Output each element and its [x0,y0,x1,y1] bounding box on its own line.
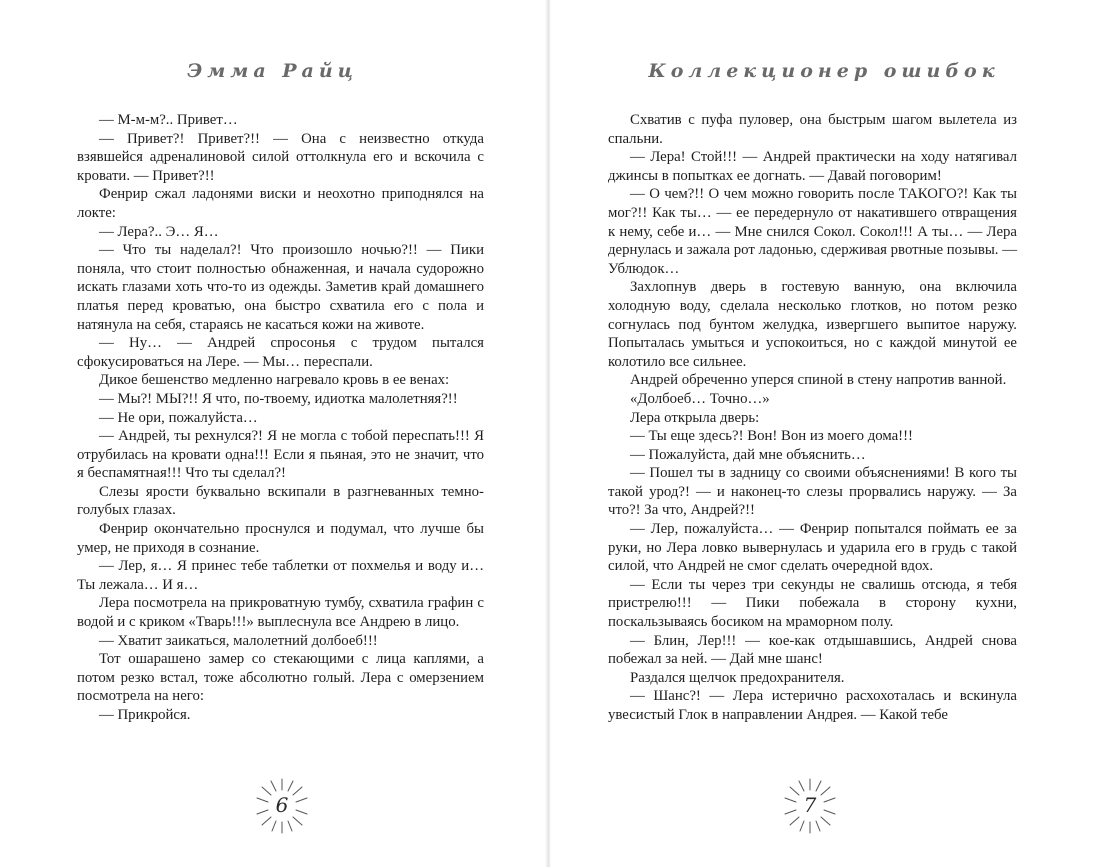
paragraph: — Пожалуйста, дай мне объяснить… [630,446,866,463]
paragraph: «Долбоеб… Точно…» [630,390,770,407]
paragraph: — Прикройся. [99,707,191,723]
page-number-ornament [252,776,312,836]
paragraph: Тот ошарашено замер со стекающими с лица каплями, а потом резко встал, тоже абсолютно голый. Лера с омерзением посмотрела на него: [77,651,484,705]
paragraph: — Привет?! Привет?!! — Она с неизвестно откуда взявшейся адреналиновой силой оттолкнула его и вскочила с кровати. — Привет?!! [77,130,484,184]
paragraph: — Не ори, пожалуйста… [99,409,258,426]
paragraph: Захлопнув дверь в гостевую ванную, она включила холодную воду, сделала несколько глотков, но потом резко согнулась под бунтом желудка, извергшего выпитое наружу. Попыталась умыться и успокоиться, но с каждой минутой ее колотило все сильнее. [608,279,1017,370]
paragraph: Фенрир сжал ладонями виски и неохотно приподнялся на локте: [77,186,484,221]
paragraph: — О чем?!! О чем можно говорить после ТАКОГО?! Как ты мог?!! Как ты… — ее передернуло от накатившего отвращения к нему, себе и… — Мне снился Сокол. Сокол!!! А ты… — Лера дернулась и зажала рот ладонью, сдерживая рвотные позывы. — Ублюдок… [608,186,1017,277]
left-page [0,0,545,867]
paragraph: Схватив с пуфа пуловер, она быстрым шагом вылетела из спальни. [608,112,1017,147]
paragraph: — Лера! Стой!!! — Андрей практически на ходу натягивал джинсы в попытках ее догнать. — Давай поговорим! [608,149,1017,184]
right-page [551,0,1097,867]
paragraph: Фенрир окончательно проснулся и подумал, что лучше бы умер, не приходя в сознание. [77,521,484,556]
page-number: 6 [275,793,289,817]
paragraph: Андрей обреченно уперся спиной в стену напротив ванной. [630,372,1007,389]
paragraph: — Лера?.. Э… Я… [99,223,219,240]
paragraph: — Лер, пожалуйста… — Фенрир попытался поймать ее за руки, но Лера ловко вывернулась и ударила его в грудь с такой силой, что Андрей не смог сделать очередной вдох. [608,521,1017,575]
paragraph: Слезы ярости буквально вскипали в разгневанных темно-голубых глазах. [77,483,484,519]
paragraph: — Лер, я… Я принес тебе таблетки от похмелья и воду и… Ты лежала… И я… [77,558,484,593]
paragraph: — Ты еще здесь?! Вон! Вон из моего дома!!! [630,428,913,445]
paragraph: — Что ты наделал?! Что произошло ночью?!! — Пики поняла, что стоит полностью обнаженная, и начала судорожно искать глазами хоть что-то из одежды. Заметив край домашнего платья перед кроватью, она быстро схватила его с пола и натянула на себя, стараясь не касаться кожи на животе. [77,242,484,333]
paragraph: — Хватит заикаться, малолетний долбоеб!!! [99,632,378,649]
page-number: 7 [803,793,817,817]
paragraph: — Пошел ты в задницу со своими объяснениями! В кого ты такой урод?! — и наконец-то слезы прорвались наружу. — За что?! За что, Андрей?!! [608,465,1017,519]
paragraph: Дикое бешенство медленно нагревало кровь в ее венах: [99,372,450,389]
left-page-text [77,111,484,725]
paragraph: — Мы?! МЫ?!! Я что, по-твоему, идиотка малолетняя?!! [99,390,458,407]
paragraph: Раздался щелчок предохранителя. [630,669,845,686]
running-head-author: Эмма Райц [187,60,358,82]
paragraph: Лера посмотрела на прикроватную тумбу, схватила графин с водой и с криком «Тварь!!!» выплеснула все Андрею в лицо. [77,595,484,631]
running-head-title: Коллекционер ошибок [648,60,1000,82]
paragraph: — Ну… — Андрей спросонья с трудом пытался сфокусироваться на Лере. — Мы… переспали. [77,335,484,370]
right-page-text [608,111,1017,725]
paragraph: — Андрей, ты рехнулся?! Я не могла с тобой переспать!!! Я отрубилась на кровати одна!!! Если я пьяная, это не значит, что я беспамятная!!! Что ты сделал?! [77,428,484,482]
paragraph: — Блин, Лер!!! — кое-как отдышавшись, Андрей снова побежал за ней. — Дай мне шанс! [608,632,1017,668]
paragraph: — Если ты через три секунды не свалишь отсюда, я тебя пристрелю!!! — Пики побежала в сторону кухни, поскальзываясь босиком на мраморном полу. [608,576,1017,631]
paragraph: — Шанс?! — Лера истерично расхохоталась и вскинула увесистый Глок в направлении Андрея. — Какой тебе [608,688,1017,723]
paragraph: Лера открыла дверь: [630,409,760,426]
paragraph: — М-м-м?.. Привет… [99,112,238,128]
page-number-ornament [780,776,840,836]
